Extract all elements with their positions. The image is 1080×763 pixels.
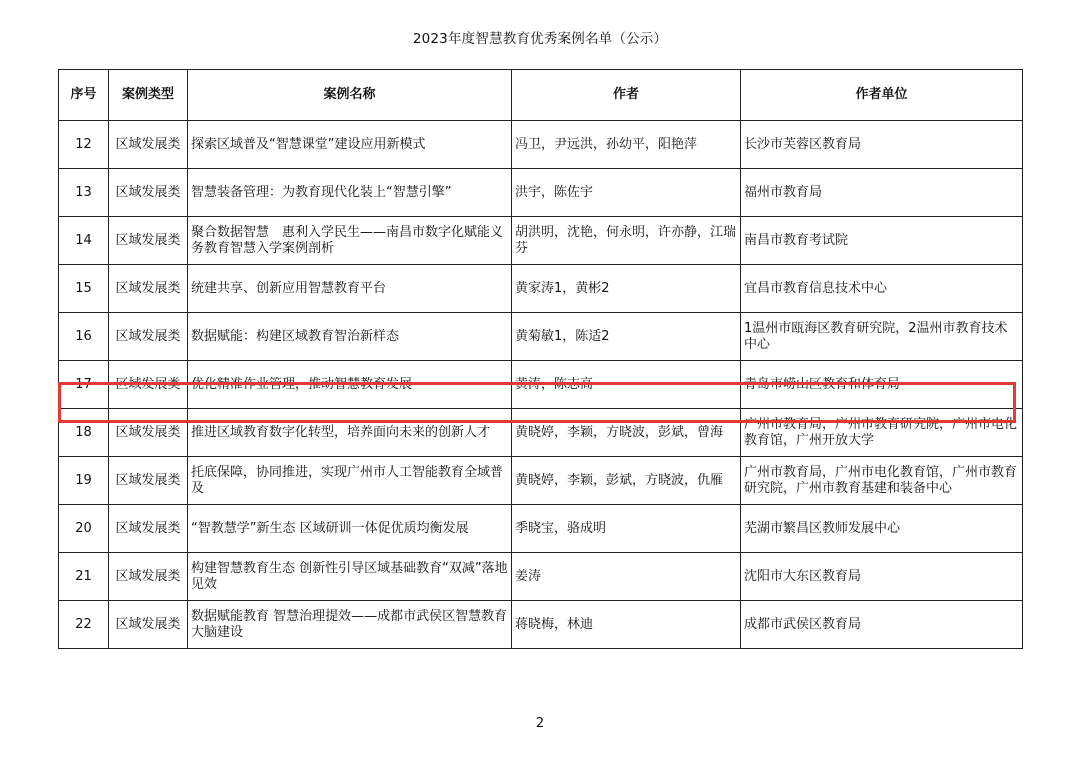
header-no: 序号 bbox=[59, 70, 109, 121]
cell-author: 冯卫，尹远洪，孙幼平，阳艳萍 bbox=[512, 121, 741, 169]
cell-author: 姜涛 bbox=[512, 553, 741, 601]
cell-unit: 沈阳市大东区教育局 bbox=[741, 553, 1023, 601]
cell-name: 智慧装备管理：为教育现代化装上“智慧引擎” bbox=[188, 169, 512, 217]
cell-author: 黄菊敏1，陈适2 bbox=[512, 313, 741, 361]
cell-type: 区域发展类 bbox=[109, 505, 188, 553]
cell-unit: 成都市武侯区教育局 bbox=[741, 601, 1023, 649]
page-title: 2023年度智慧教育优秀案例名单（公示） bbox=[412, 31, 668, 47]
cell-type: 区域发展类 bbox=[109, 601, 188, 649]
cell-name: 聚合数据智慧 惠利入学民生——南昌市数字化赋能义务教育智慧入学案例剖析 bbox=[188, 217, 512, 265]
table-row bbox=[59, 217, 1023, 265]
cell-unit: 福州市教育局 bbox=[741, 169, 1023, 217]
cell-unit: 宜昌市教育信息技术中心 bbox=[741, 265, 1023, 313]
cell-unit: 广州市教育局，广州市电化教育馆，广州市教育研究院，广州市教育基建和装备中心 bbox=[741, 457, 1023, 505]
cell-author: 黄家涛1，黄彬2 bbox=[512, 265, 741, 313]
cell-type: 区域发展类 bbox=[109, 553, 188, 601]
cell-author: 季晓宝，骆成明 bbox=[512, 505, 741, 553]
cell-name: 探索区域普及“智慧课堂”建设应用新模式 bbox=[188, 121, 512, 169]
cell-unit: 青岛市崂山区教育和体育局 bbox=[741, 361, 1023, 409]
header-author: 作者 bbox=[512, 70, 741, 121]
cell-no: 12 bbox=[59, 121, 109, 169]
table-row-highlighted bbox=[59, 361, 1023, 409]
cell-author: 黄晓婷，李颖，彭斌，方晓波，仇雁 bbox=[512, 457, 741, 505]
table-row bbox=[59, 409, 1023, 457]
cell-type: 区域发展类 bbox=[109, 409, 188, 457]
cell-unit: 芜湖市繁昌区教师发展中心 bbox=[741, 505, 1023, 553]
cell-no: 15 bbox=[59, 265, 109, 313]
cell-type: 区域发展类 bbox=[109, 121, 188, 169]
table-row bbox=[59, 121, 1023, 169]
header-unit: 作者单位 bbox=[741, 70, 1023, 121]
cell-name: 统建共享、创新应用智慧教育平台 bbox=[188, 265, 512, 313]
cell-type: 区域发展类 bbox=[109, 169, 188, 217]
cell-unit: 广州市教育局，广州市教育研究院，广州市电化教育馆，广州开放大学 bbox=[741, 409, 1023, 457]
cell-type: 区域发展类 bbox=[109, 361, 188, 409]
cell-author: 洪宇，陈佐宇 bbox=[512, 169, 741, 217]
cell-type: 区域发展类 bbox=[109, 457, 188, 505]
table-row bbox=[59, 553, 1023, 601]
page-number: 2 bbox=[535, 716, 545, 731]
header-name: 案例名称 bbox=[188, 70, 512, 121]
cell-no: 14 bbox=[59, 217, 109, 265]
cell-unit: 长沙市芙蓉区教育局 bbox=[741, 121, 1023, 169]
cell-no: 13 bbox=[59, 169, 109, 217]
table-header-row bbox=[59, 70, 1023, 121]
cell-type: 区域发展类 bbox=[109, 217, 188, 265]
header-type: 案例类型 bbox=[109, 70, 188, 121]
cell-name: “智教慧学”新生态 区域研训一体促优质均衡发展 bbox=[188, 505, 512, 553]
cell-unit: 南昌市教育考试院 bbox=[741, 217, 1023, 265]
cell-author: 黄晓婷，李颖，方晓波，彭斌，曾海 bbox=[512, 409, 741, 457]
cell-type: 区域发展类 bbox=[109, 265, 188, 313]
cell-no: 21 bbox=[59, 553, 109, 601]
cell-name: 数据赋能教育 智慧治理提效——成都市武侯区智慧教育大脑建设 bbox=[188, 601, 512, 649]
cell-type: 区域发展类 bbox=[109, 313, 188, 361]
cell-name: 托底保障，协同推进，实现广州市人工智能教育全域普及 bbox=[188, 457, 512, 505]
table-row bbox=[59, 457, 1023, 505]
cell-no: 17 bbox=[59, 361, 109, 409]
cell-no: 18 bbox=[59, 409, 109, 457]
cell-author: 胡洪明，沈艳，何永明，许亦静，江瑞芬 bbox=[512, 217, 741, 265]
table-row bbox=[59, 265, 1023, 313]
cell-name: 优化精准作业管理，推动智慧教育发展 bbox=[188, 361, 512, 409]
cases-table bbox=[58, 69, 1023, 649]
cell-no: 19 bbox=[59, 457, 109, 505]
cell-name: 推进区域教育数字化转型，培养面向未来的创新人才 bbox=[188, 409, 512, 457]
cell-author: 黄涛，陈志高 bbox=[512, 361, 741, 409]
table-row bbox=[59, 601, 1023, 649]
cell-unit: 1温州市瓯海区教育研究院，2温州市教育技术中心 bbox=[741, 313, 1023, 361]
cell-no: 20 bbox=[59, 505, 109, 553]
cell-author: 蒋晓梅，林迪 bbox=[512, 601, 741, 649]
cell-no: 22 bbox=[59, 601, 109, 649]
cell-no: 16 bbox=[59, 313, 109, 361]
cell-name: 数据赋能：构建区域教育智治新样态 bbox=[188, 313, 512, 361]
table-row bbox=[59, 313, 1023, 361]
table-row bbox=[59, 169, 1023, 217]
table-row bbox=[59, 505, 1023, 553]
cell-name: 构建智慧教育生态 创新性引导区域基础教育“双减”落地见效 bbox=[188, 553, 512, 601]
